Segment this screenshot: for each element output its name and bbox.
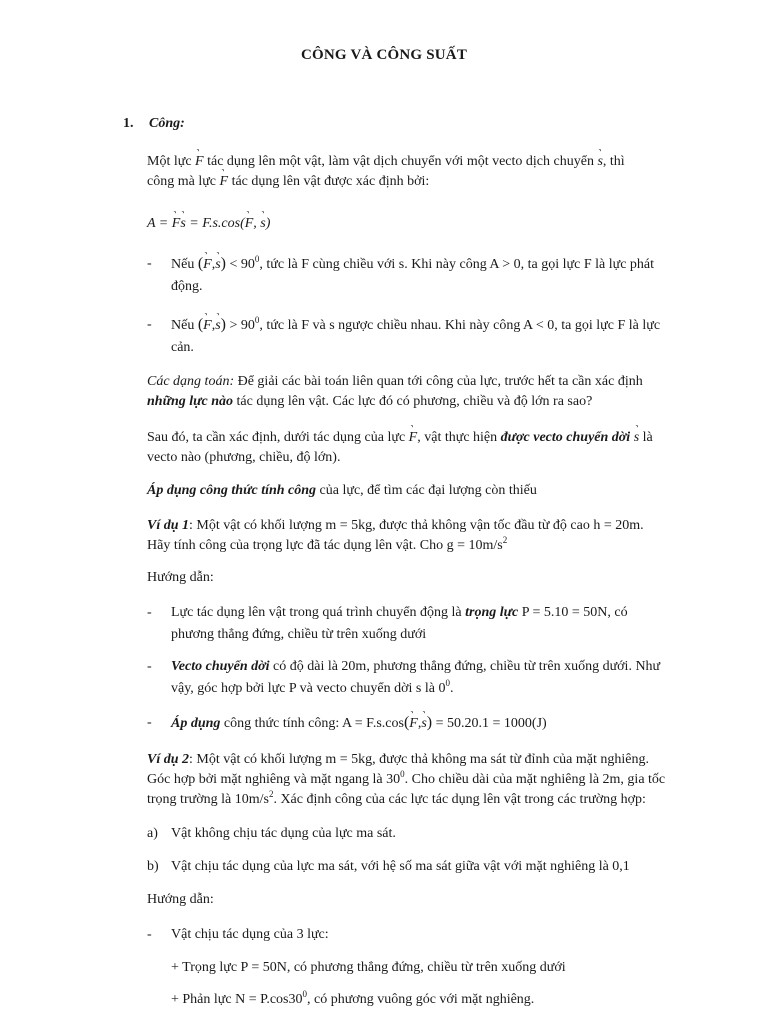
emphasis-text: được vecto chuyển dời (500, 430, 631, 445)
formula-lhs: A = (147, 216, 172, 231)
paragraph-text: Góc hợp bởi mặt nghiêng và mặt ngang là 30 (147, 772, 401, 787)
problem-types-label: Các dạng toán: (147, 374, 235, 389)
paragraph-text: . (449, 681, 454, 696)
emphasis-text: Áp dụng (171, 716, 221, 731)
guide-label: Hướng dẫn: (147, 570, 214, 585)
paragraph-text: phương thẳng đứng, chiều từ trên xuống dưới (171, 627, 427, 642)
formula-mid: = F.s.cos( (185, 216, 245, 231)
formula-comma: , (253, 216, 261, 231)
vector-f: ˛ F (220, 172, 229, 192)
vector-s: ˛ s (260, 214, 265, 234)
vector-s: ˛ s (634, 428, 639, 448)
vector-f: ˛ F (195, 152, 204, 172)
degree-sup: 0 (302, 989, 307, 999)
dash-bullet: - (147, 317, 152, 332)
degree-sup: 0 (254, 315, 260, 325)
example-label: Ví dụ 1 (147, 518, 190, 533)
intro-text-c: , thì (602, 154, 625, 169)
intro-text-e: tác dụng lên vật được xác định bởi: (228, 174, 430, 189)
emphasis-text: trọng lực (465, 605, 519, 620)
work-formula (147, 214, 737, 234)
case-text: động. (171, 279, 203, 294)
paragraph-text: : Một vật có khối lượng m = 5kg, được thả không ma sát từ đỉnh của mặt nghiêng. (189, 752, 649, 767)
force-item: + Trọng lực P = 50N, có phương thẳng đứng, chiều từ trên xuống dưới (171, 960, 566, 975)
case-label: b) (147, 859, 159, 874)
paragraph-text: Vật chịu tác dụng của 3 lực: (171, 927, 329, 942)
case-item: - Nếu (˛ F,˛ $s) > 90^0$, tức là F và s ngược chiều nhau. Khi này công A < 0, ta gọi lực F là lực cản. (147, 314, 737, 359)
force-item (171, 990, 737, 1010)
case-b (147, 856, 737, 878)
emphasis-text: những lực nào (147, 394, 234, 409)
example-2 (147, 750, 737, 810)
paragraph-text: Sau đó, ta cần xác định, dưới tác dụng của lực (147, 430, 409, 445)
exponent-sup: 2 (502, 535, 508, 545)
paragraph-text: Vật chịu tác dụng của lực ma sát, với hệ số ma sát giữa vật với mặt nghiêng là 0,1 (171, 859, 630, 874)
guide-label: Hướng dẫn: (147, 892, 214, 907)
intro-text-b: tác dụng lên một vật, làm vật dịch chuyển với một vecto dịch chuyển (203, 154, 598, 169)
exponent-sup: 2 (268, 789, 274, 799)
example-1 (147, 516, 737, 556)
vector-f: ˛ F (203, 315, 212, 337)
paragraph-text: vecto nào (phương, chiều, độ lớn). (147, 450, 341, 465)
dash-bullet: - (147, 605, 152, 620)
emphasis-text: Vecto chuyển dời (171, 659, 270, 674)
paragraph-text: Để giải các bài toán liên quan tới công của lực, trước hết ta cần xác định (234, 374, 643, 389)
example-label: Ví dụ 2 (147, 752, 190, 767)
paragraph-text: . Xác định công của các lực tác dụng lên vật trong các trường hợp: (273, 792, 646, 807)
degree-sup: 0 (445, 678, 450, 688)
problem-types-paragraph (147, 372, 737, 412)
guide-step: - Áp dụng công thức tính công: A = F.s.cos(˛ F,˛ s) = 50.20.1 = 1000(J) (147, 712, 737, 735)
dash-bullet: - (147, 715, 152, 730)
case-compare: > 90 (226, 318, 255, 333)
vector-f: ˛ F (245, 214, 254, 234)
paragraph-text: . Cho chiều dài của mặt nghiêng là 2m, gia tốc (404, 772, 666, 787)
case-label: a) (147, 826, 158, 841)
section-heading (123, 116, 185, 132)
case-text: Nếu (171, 318, 198, 333)
emphasis-text: Áp dụng công thức tính công (147, 483, 317, 498)
case-text: cản. (171, 340, 194, 355)
paragraph-text: công thức tính công: A = F.s.cos (220, 716, 404, 731)
vector-f: ˛ F (409, 428, 418, 448)
degree-sup: 0 (400, 769, 405, 779)
intro-text-a: Một lực (147, 154, 196, 169)
case-text: , tức là F cùng chiều với s. Khi này công A > 0, ta gọi lực F là lực phát (259, 257, 655, 272)
guide-step (147, 656, 737, 700)
intro-paragraph (147, 152, 737, 192)
degree-sup: 0 (254, 254, 260, 264)
case-compare: < 90 (226, 257, 255, 272)
paragraph-text: là (639, 430, 653, 445)
paragraph-text: : Một vật có khối lượng m = 5kg, được thả không vận tốc đầu từ độ cao h = 20m. (189, 518, 644, 533)
case-text: , tức là F và s ngược chiều nhau. Khi này công A < 0, ta gọi lực F là lực (259, 318, 661, 333)
paragraph-text: tác dụng lên vật. Các lực đó có phương, chiều và độ lớn ra sao? (233, 394, 593, 409)
dash-bullet: - (147, 659, 152, 674)
dash-bullet: - (147, 256, 152, 271)
paragraph-text: , có phương vuông góc với mặt nghiêng. (307, 992, 535, 1007)
paragraph-text: trọng trường là 10m/s (147, 792, 269, 807)
vector-s: ˛ s (597, 152, 602, 172)
guide-step (147, 924, 737, 946)
case-item: - Nếu (˛ F,˛ $s) < 90^0$, tức là F cùng chiều với s. Khi này công A > 0, ta gọi lực F là lực phát động. (147, 253, 737, 298)
intro-text-d: công mà lực (147, 174, 220, 189)
paragraph-text: , vật thực hiện (417, 430, 501, 445)
paragraph-text: = 50.20.1 = 1000(J) (432, 716, 547, 731)
paragraph-text: Vật không chịu tác dụng của lực ma sát. (171, 826, 396, 841)
paragraph-text: + Phản lực N = P.cos30 (171, 992, 303, 1007)
paragraph-text: Lực tác dụng lên vật trong quá trình chuyển động là (171, 605, 466, 620)
vector-s: ˛ s (180, 214, 185, 234)
page-title: CÔNG VÀ CÔNG SUẤT (300, 47, 468, 63)
guide-step (147, 602, 737, 646)
apply-formula-paragraph (147, 481, 737, 501)
case-a (147, 823, 737, 845)
vector-f: ˛ F (203, 254, 212, 276)
vector-s: ˛ s (421, 713, 426, 735)
paragraph-text: của lực, để tìm các đại lượng còn thiếu (316, 483, 537, 498)
section-label: Công: (149, 116, 185, 131)
paragraph-text: có độ dài là 20m, phương thẳng đứng, chiều từ trên xuống dưới. Như (269, 659, 661, 674)
paragraph-text: vậy, góc hợp bởi lực P và vecto chuyển dời s là 0 (171, 681, 446, 696)
paragraph-text: Hãy tính công của trọng lực đã tác dụng lên vật. Cho g = 10m/s (147, 538, 503, 553)
next-step-paragraph (147, 428, 737, 468)
vector-f: ˛ F (172, 214, 181, 234)
formula-end: ) (265, 216, 271, 231)
vector-f: ˛ F (409, 713, 418, 735)
case-text: Nếu (171, 257, 198, 272)
paragraph-text: P = 5.10 = 50N, có (518, 605, 628, 620)
vector-s: ˛ s (215, 254, 220, 276)
dash-bullet: - (147, 927, 152, 942)
vector-s: ˛ s (215, 315, 220, 337)
section-number: 1. (123, 116, 134, 131)
